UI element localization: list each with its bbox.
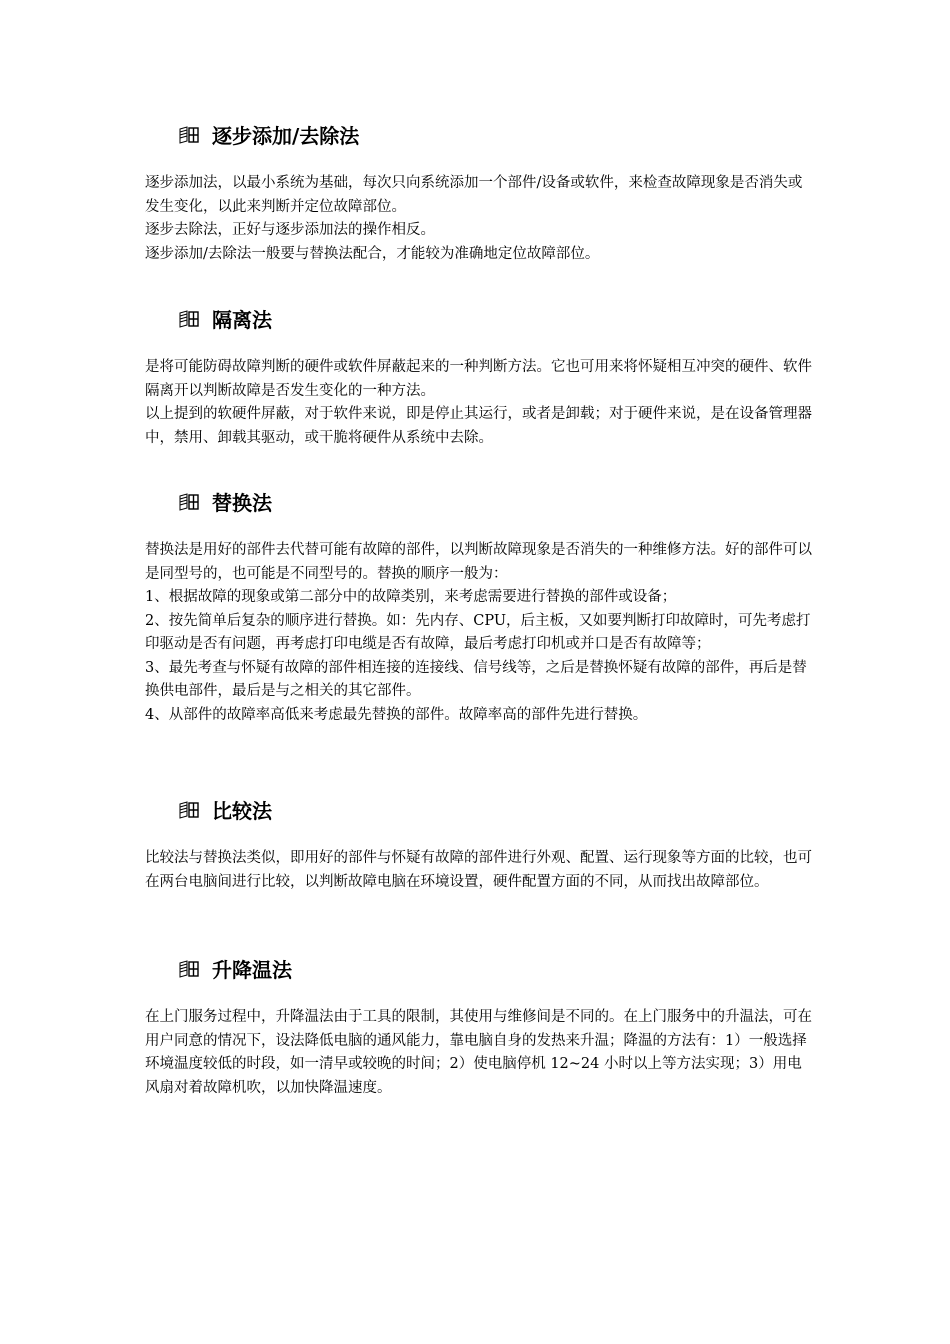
paragraph: 逐步添加/去除法一般要与替换法配合，才能较为准确地定位故障部位。 — [145, 245, 600, 262]
section-title: 替换法 — [212, 491, 272, 515]
section-heading — [145, 797, 815, 827]
book-bullet-icon — [179, 801, 199, 819]
section-title: 隔离法 — [212, 308, 272, 332]
paragraph: 2、按先简单后复杂的顺序进行替换。如：先内存、CPU，后主板，又如要判断打印故障时，可先考虑打印驱动是否有问题，再考虑打印电缆是否有故障，最后考虑打印机或并口是否有故障等； — [145, 612, 811, 652]
section-title: 逐步添加/去除法 — [212, 124, 360, 148]
paragraph: 1、根据故障的现象或第二部分中的故障类别，来考虑需要进行替换的部件或设备； — [145, 589, 677, 605]
section-title: 比较法 — [212, 799, 272, 823]
paragraph: 4、从部件的故障率高低来考虑最先替换的部件。故障率高的部件先进行替换。 — [145, 706, 648, 723]
book-bullet-icon — [179, 126, 199, 144]
paragraph: 是将可能防碍故障判断的硬件或软件屏蔽起来的一种判断方法。它也可用来将怀疑相互冲突的硬件、软件隔离开以判断故障是否发生变化的一种方法。 — [145, 359, 812, 399]
paragraph: 逐步添加法，以最小系统为基础，每次只向系统添加一个部件/设备或软件，来检查故障现象是否消失或发生变化，以此来判断并定位故障部位。 — [145, 175, 803, 215]
book-bullet-icon — [179, 493, 199, 511]
section-isolation — [145, 306, 815, 450]
section-heading — [145, 306, 815, 336]
paragraph: 逐步去除法，正好与逐步添加法的操作相反。 — [145, 222, 435, 238]
section-body — [145, 847, 815, 894]
section-temperature — [145, 956, 815, 1100]
section-heading — [145, 122, 815, 152]
section-body — [145, 356, 815, 450]
section-replacement — [145, 489, 815, 727]
paragraph: 比较法与替换法类似，即用好的部件与怀疑有故障的部件进行外观、配置、运行现象等方面的比较，也可在两台电脑间进行比较，以判断故障电脑在环境设置，硬件配置方面的不同，从而找出故障部位。 — [145, 850, 812, 890]
paragraph: 3、最先考查与怀疑有故障的部件相连接的连接线、信号线等，之后是替换怀疑有故障的部件，再后是替换供电部件，最后是与之相关的其它部件。 — [145, 659, 807, 699]
paragraph: 在上门服务过程中，升降温法由于工具的限制，其使用与维修间是不同的。在上门服务中的升温法，可在用户同意的情况下，设法降低电脑的通风能力，靠电脑自身的发热来升温；降温的方法有：1）一般选择环境温度较低的时段，如一清早或较晚的时间；2）使电脑停机 12~24 小时以上等方法实现；3）用电风扇对着故障机吹，以加快降温速度。 — [145, 1009, 812, 1096]
section-comparison — [145, 797, 815, 894]
section-body — [145, 172, 815, 266]
book-bullet-icon — [179, 960, 199, 978]
paragraph: 替换法是用好的部件去代替可能有故障的部件，以判断故障现象是否消失的一种维修方法。好的部件可以是同型号的，也可能是不同型号的。替换的顺序一般为： — [145, 542, 812, 582]
section-heading — [145, 956, 815, 986]
section-stepwise-add-remove — [145, 122, 815, 266]
section-body — [145, 1006, 815, 1100]
paragraph: 以上提到的软硬件屏蔽，对于软件来说，即是停止其运行，或者是卸载；对于硬件来说，是在设备管理器中，禁用、卸载其驱动，或干脆将硬件从系统中去除。 — [145, 406, 812, 446]
section-heading — [145, 489, 815, 519]
section-title: 升降温法 — [212, 958, 292, 982]
section-body — [145, 539, 815, 727]
book-bullet-icon — [179, 310, 199, 328]
